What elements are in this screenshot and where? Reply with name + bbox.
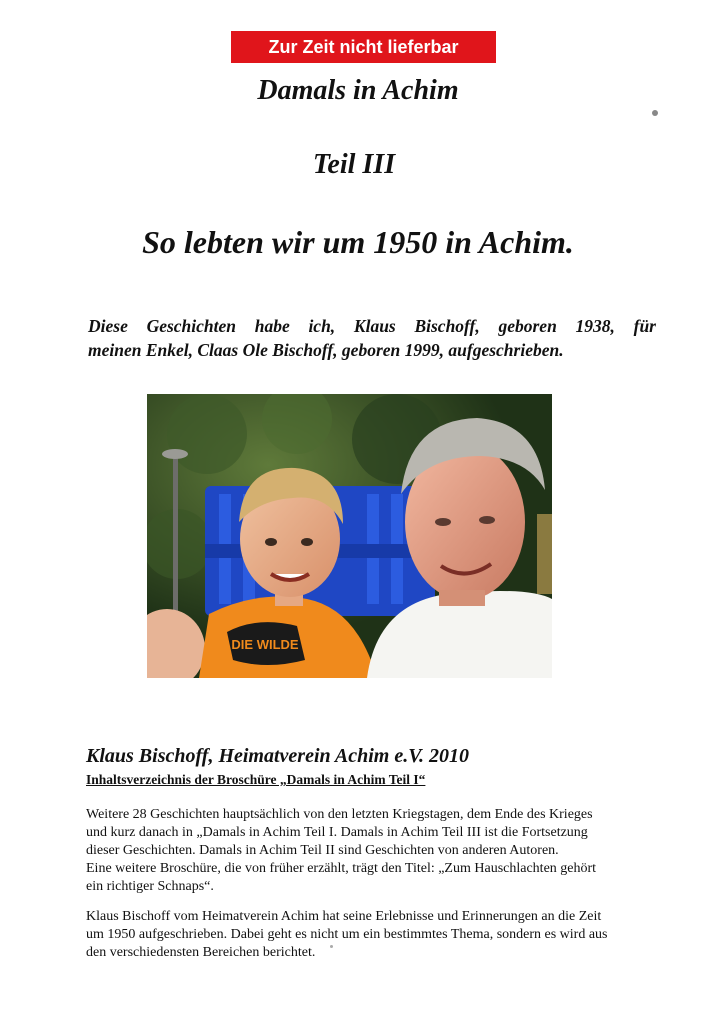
photo-illustration — [147, 394, 552, 678]
paragraph-line: Eine weitere Broschüre, die von früher erzählt, trägt den Titel: „Zum Hauschlachten gehört — [86, 861, 597, 876]
paragraph-line: und kurz danach in „Damals in Achim Teil I. Damals in Achim Teil III ist die Fortsetzung — [86, 825, 588, 840]
document-title: Damals in Achim — [257, 75, 459, 106]
intro-line: meinen Enkel, Claas Ole Bischoff, geboren 1999, aufgeschrieben. — [88, 340, 564, 360]
paragraph-line: ein richtiger Schnaps“. — [86, 879, 214, 894]
paragraph-2 — [86, 908, 656, 962]
document-subtitle: So lebten wir um 1950 in Achim. — [142, 224, 574, 260]
lamp-post — [173, 454, 178, 614]
paragraph-line: Weitere 28 Geschichten hauptsächlich von den letzten Kriegstagen, dem Ende des Krieges — [86, 807, 593, 822]
shirt-print: DIE WILDE — [231, 637, 299, 652]
paragraph-line: dieser Geschichten. Damals in Achim Teil II sind Geschichten von anderen Autoren. — [86, 843, 559, 858]
author-line: Klaus Bischoff, Heimatverein Achim e.V. 2010 — [86, 745, 469, 767]
intro-text — [88, 314, 656, 362]
paragraph-line: den verschiedensten Bereichen berichtet. — [86, 945, 316, 960]
paragraph-line: Klaus Bischoff vom Heimatverein Achim hat seine Erlebnisse und Erinnerungen an die Zeit — [86, 909, 602, 924]
toc-heading: Inhaltsverzeichnis der Broschüre „Damals in Achim Teil I“ — [86, 772, 426, 787]
scan-speck — [652, 110, 658, 116]
scan-speck — [330, 945, 333, 948]
document-part: Teil III — [312, 149, 396, 180]
cover-photo — [147, 394, 552, 678]
paragraph-1 — [86, 806, 656, 896]
availability-badge: Zur Zeit nicht lieferbar — [231, 31, 496, 63]
paragraph-line: um 1950 aufgeschrieben. Dabei geht es nicht um ein bestimmtes Thema, sondern es wird aus — [86, 927, 608, 942]
intro-line: Diese Geschichten habe ich, Klaus Bischoff, geboren 1938, für — [88, 316, 656, 336]
